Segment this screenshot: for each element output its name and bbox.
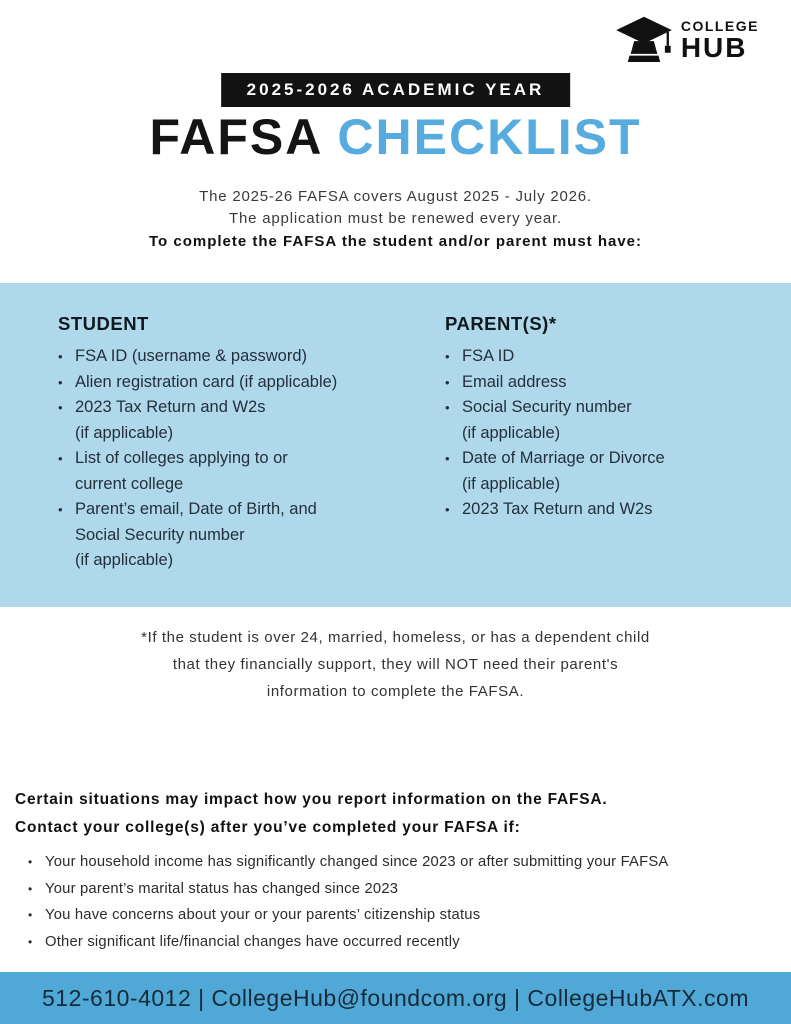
list-item-text: List of colleges applying to or current college [75,449,288,493]
list-item-text: FSA ID (username & password) [75,347,307,365]
list-item-text: You have concerns about your or your parents’ citizenship status [45,907,481,923]
contact-footer [0,972,791,1024]
page-title [0,108,791,166]
college-hub-logo [615,15,759,65]
intro-line-3: To complete the FAFSA the student and/or parent must have: [148,233,643,250]
list-item-text: Date of Marriage or Divorce (if applicable) [462,449,665,493]
bullet-icon: • [58,502,63,517]
bullet-icon: • [28,908,33,922]
list-item [445,395,751,446]
list-item [28,929,776,956]
title-checklist: CHECKLIST [337,109,642,165]
bullet-icon: • [58,349,63,364]
bullet-icon: • [445,400,450,415]
list-item-text: FSA ID [462,347,515,365]
bullet-icon: • [58,374,63,390]
bullet-icon: • [28,855,33,869]
dependency-footnote [0,624,791,705]
academic-year-banner: 2025-2026 ACADEMIC YEAR [221,73,571,107]
logo-college-label: COLLEGE [680,17,759,34]
bullet-icon: • [58,451,63,466]
title-fafsa: FAFSA [149,109,322,165]
bullet-icon: • [445,374,450,390]
intro-text [0,186,791,253]
bullet-icon: • [28,934,33,949]
parent-heading: PARENT(S)* [445,313,557,334]
intro-line-1: The 2025-26 FAFSA covers August 2025 - July 2026. [199,188,592,205]
situations-list [28,849,776,955]
list-item [28,876,776,903]
parent-column [445,313,791,607]
situations-section [15,786,776,955]
bullet-icon: • [445,349,450,364]
list-item [445,344,751,370]
list-item-text: 2023 Tax Return and W2s [462,500,653,518]
bullet-icon: • [445,502,450,517]
logo-hub-label: HUB [680,31,748,63]
list-item [445,497,751,523]
contact-info: 512-610-4012 | CollegeHub@foundcom.org | CollegeHubATX.com [42,984,749,1011]
list-item-text: Other significant life/financial changes have occurred recently [45,933,460,950]
list-item [58,395,445,446]
student-checklist [58,344,445,574]
situations-heading-1: Certain situations may impact how you report information on the FAFSA. [15,791,608,808]
list-item-text: Social Security number (if applicable) [462,398,632,442]
intro-line-2: The application must be renewed every year. [229,210,562,227]
list-item [58,344,445,370]
footnote-line-3: information to complete the FAFSA. [266,683,525,700]
bullet-icon: • [58,400,63,415]
bullet-icon: • [28,881,33,896]
student-heading: STUDENT [58,313,149,334]
checklist-panel [0,283,791,607]
graduation-cap-icon [615,15,673,65]
list-item-text: Alien registration card (if applicable) [75,372,338,391]
list-item [58,370,445,396]
list-item-text: Email address [462,372,567,391]
list-item [445,370,751,396]
footnote-line-1: *If the student is over 24, married, homeless, or has a dependent child [141,629,650,646]
list-item-text: 2023 Tax Return and W2s (if applicable) [75,398,266,442]
parent-checklist [445,344,751,523]
list-item-text: Your parent’s marital status has changed since 2023 [45,880,399,897]
logo-text [681,19,759,62]
student-column [0,313,445,607]
footnote-line-2: that they financially support, they will NOT need their parent's [172,656,619,673]
bullet-icon: • [445,451,450,466]
list-item [28,902,776,929]
list-item-text: Parent’s email, Date of Birth, and Social Security number (if applicable) [75,500,317,569]
list-item [445,446,751,497]
situations-heading-2: Contact your college(s) after you’ve completed your FAFSA if: [15,819,521,836]
list-item [58,497,445,574]
list-item [28,849,776,876]
list-item-text: Your household income has significantly changed since 2023 or after submitting your FAFSA [45,854,669,870]
list-item [58,446,445,497]
